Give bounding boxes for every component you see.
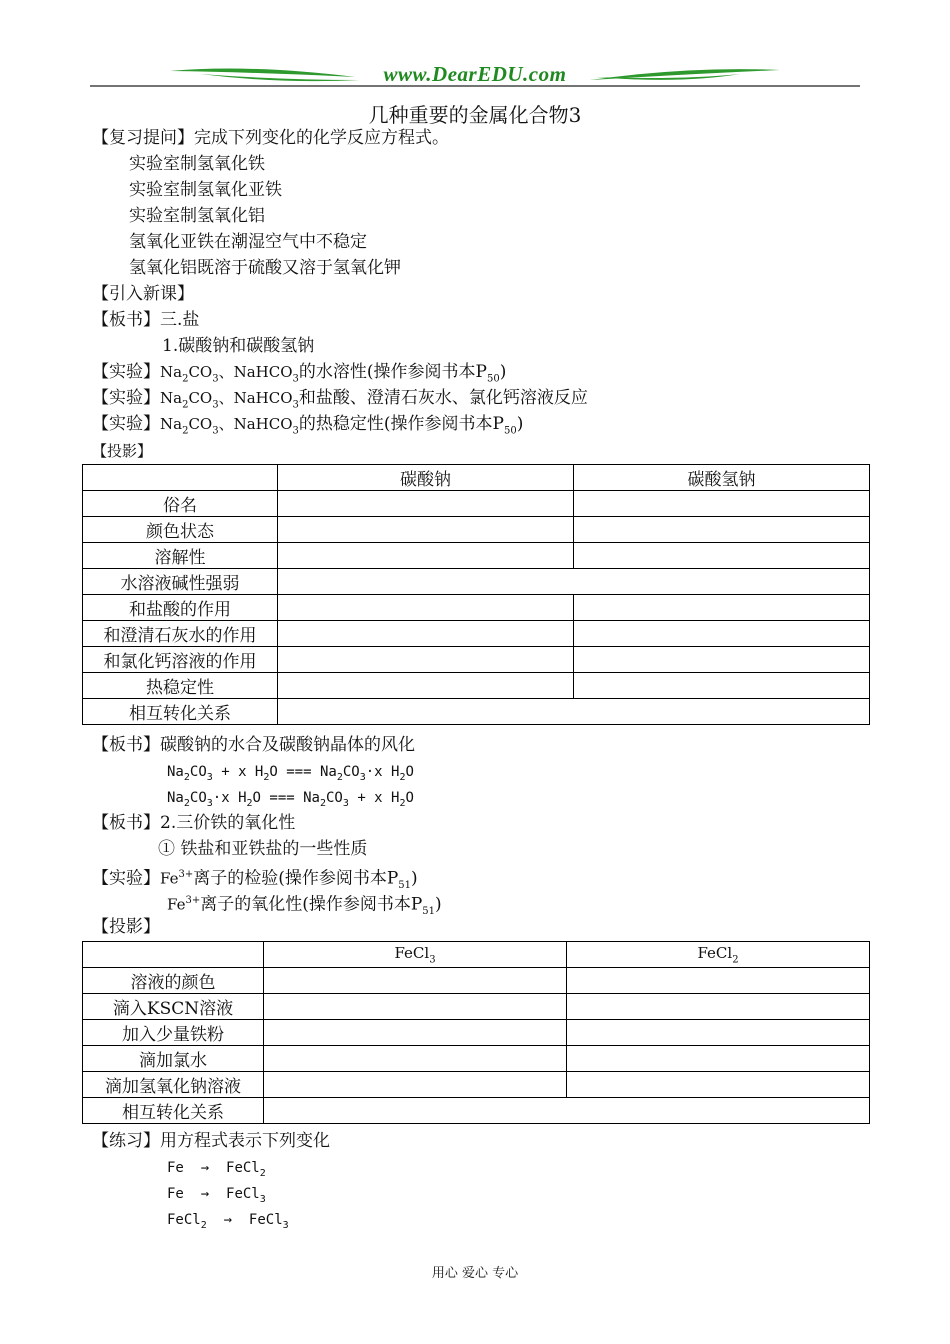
review-item-2: 实验室制氢氧化亚铁 (129, 180, 282, 200)
exercise-item-3 (167, 1209, 289, 1237)
table-cell-merged (278, 569, 870, 595)
eq-text: CO (342, 764, 360, 780)
board1-tag: 【板书】 (92, 310, 160, 330)
table-row (83, 1098, 870, 1124)
review-item-4: 氢氧化亚铁在潮湿空气中不稳定 (129, 232, 367, 252)
review-item-1: 实验室制氢氧化铁 (129, 154, 265, 174)
formula-text: Fe (167, 1186, 184, 1202)
eq-text: + x H (212, 764, 264, 780)
formula-text: FeCl (697, 944, 733, 963)
experiment-tag: 【实验】 (92, 868, 160, 889)
page-title: 几种重要的金属化合物3 (368, 103, 582, 127)
arrow-icon: → (200, 1186, 210, 1202)
eq-sub: 2 (263, 771, 270, 783)
formula-sub: 3 (212, 399, 219, 411)
table-row (83, 994, 870, 1020)
table-header-cell: 碳酸钠 (278, 465, 574, 491)
row-label: 溶解性 (83, 543, 278, 569)
board3-subheading: ① 铁盐和亚铁盐的一些性质 (158, 839, 368, 859)
table-cell (567, 1020, 870, 1046)
experiment-text: ) (499, 362, 507, 382)
review-item-3: 实验室制氢氧化铝 (129, 206, 265, 226)
formula-sub: 3 (429, 954, 436, 966)
table-cell-merged (278, 699, 870, 725)
eq-text: O === Na (252, 790, 320, 806)
experiment-line-1 (92, 361, 506, 390)
table-cell (567, 1072, 870, 1098)
table-cell (574, 673, 870, 699)
ion-text: Fe (167, 895, 186, 914)
site-logo-text: www.DearEDU.com (383, 62, 567, 86)
table-row (83, 1072, 870, 1098)
eq-sub: 3 (206, 797, 213, 809)
experiment-tag: 【实验】 (92, 414, 160, 434)
carbonate-comparison-table (82, 464, 870, 725)
experiment-text: ) (516, 414, 524, 434)
table-cell (278, 491, 574, 517)
formula-text: CO (188, 389, 213, 407)
table-row (83, 491, 870, 517)
review-text: 完成下列变化的化学反应方程式。 (194, 128, 449, 148)
table-cell (567, 968, 870, 994)
formula-sub: 3 (292, 425, 299, 437)
eq-text: ·x H (212, 790, 247, 806)
table-cell (278, 543, 574, 569)
review-item-5: 氢氧化铝既溶于硫酸又溶于氢氧化钾 (129, 258, 401, 278)
eq-sub: 2 (246, 797, 253, 809)
formula-text: Na (160, 389, 183, 407)
formula-sub: 2 (259, 1167, 266, 1179)
exercise-line (92, 1130, 330, 1152)
experiment-text: 和盐酸、澄清石灰水、氯化钙溶液反应 (298, 388, 588, 408)
experiment-tag: 【实验】 (92, 388, 160, 408)
table-cell (278, 517, 574, 543)
board1-line (92, 309, 199, 331)
table-header-cell (567, 942, 870, 968)
arrow-icon: → (223, 1212, 233, 1228)
board2-tag: 【板书】 (92, 735, 160, 755)
ion-charge: 3+ (178, 869, 194, 880)
formula-text: Na (160, 415, 183, 433)
eq-text: ·x H (365, 764, 400, 780)
row-label: 滴加氢氧化钠溶液 (83, 1072, 264, 1098)
table-cell (264, 968, 567, 994)
efflorescence-equation (167, 787, 414, 815)
iron-chloride-table (82, 941, 870, 1124)
formula-text: FeCl (226, 1160, 260, 1176)
projection-label-1: 【投影】 (92, 442, 153, 460)
board3-line (92, 812, 295, 834)
formula-text: CO (188, 415, 213, 433)
experiment-text: 离子的氧化性(操作参阅书本P (200, 894, 423, 915)
experiment-line-2 (92, 387, 588, 416)
experiment-text: ) (435, 894, 442, 915)
table-row (83, 699, 870, 725)
row-label: 热稳定性 (83, 673, 278, 699)
eq-text: CO (189, 790, 207, 806)
review-tag: 【复习提问】 (92, 128, 194, 148)
site-header (90, 60, 860, 92)
formula-sub: 3 (259, 1193, 266, 1205)
row-label: 加入少量铁粉 (83, 1020, 264, 1046)
arrow-icon: → (200, 1160, 210, 1176)
row-label: 相互转化关系 (83, 699, 278, 725)
table-header-cell (83, 942, 264, 968)
exercise-item-2 (167, 1183, 266, 1211)
formula-sub: 2 (182, 425, 189, 437)
table-cell (574, 647, 870, 673)
table-header-cell: 碳酸氢钠 (574, 465, 870, 491)
table-header-row (83, 942, 870, 968)
eq-sub: 3 (206, 771, 213, 783)
experiment-line-3 (92, 413, 523, 442)
page-ref-sub: 51 (398, 880, 412, 892)
table-cell (574, 517, 870, 543)
formula-sub: 2 (182, 399, 189, 411)
row-label: 滴入KSCN溶液 (83, 994, 264, 1020)
formula-text: FeCl (226, 1186, 260, 1202)
experiment-tag: 【实验】 (92, 362, 160, 382)
formula-text: 、NaHCO (218, 389, 293, 407)
experiment-line-5 (167, 890, 442, 923)
eq-text: CO (326, 790, 343, 806)
table-row (83, 621, 870, 647)
page-ref-sub: 51 (422, 906, 436, 918)
ion-text: Fe (160, 869, 179, 888)
table-row (83, 968, 870, 994)
board1-subheading: 1.碳酸钠和碳酸氢钠 (162, 336, 315, 356)
formula-sub: 3 (292, 373, 299, 385)
eq-text: Na (167, 764, 184, 780)
table-cell (574, 543, 870, 569)
eq-sub: 3 (342, 797, 349, 809)
table-cell (574, 621, 870, 647)
eq-text: O (405, 790, 414, 806)
experiment-text: ) (411, 868, 418, 889)
experiment-text: 的热稳定性(操作参阅书本P (298, 414, 504, 434)
table-cell (574, 491, 870, 517)
table-row (83, 1020, 870, 1046)
eq-sub: 2 (399, 797, 406, 809)
table-row (83, 517, 870, 543)
table-row (83, 569, 870, 595)
table-row (83, 543, 870, 569)
review-line (92, 127, 449, 149)
board2-text: 碳酸钠的水合及碳酸钠晶体的风化 (160, 735, 415, 755)
page-ref-sub: 50 (487, 373, 500, 385)
table-cell (567, 1046, 870, 1072)
table-header-cell (264, 942, 567, 968)
row-label: 滴加氯水 (83, 1046, 264, 1072)
board1-text: 三.盐 (160, 310, 200, 330)
eq-sub: 2 (336, 771, 343, 783)
formula-sub: 3 (292, 399, 299, 411)
board3-text: 2.三价铁的氧化性 (160, 813, 296, 833)
table-row (83, 1046, 870, 1072)
board3-tag: 【板书】 (92, 813, 160, 833)
eq-sub: 2 (319, 797, 326, 809)
row-label: 和氯化钙溶液的作用 (83, 647, 278, 673)
exercise-item-1 (167, 1157, 266, 1185)
table-header-row (83, 465, 870, 491)
formula-sub: 2 (182, 373, 189, 385)
projection-label-2: 【投影】 (92, 917, 160, 937)
eq-text: + x H (348, 790, 400, 806)
page-footer: 用心 爱心 专心 (431, 1266, 519, 1281)
formula-text: Fe (167, 1160, 184, 1176)
table-cell (264, 994, 567, 1020)
row-label: 水溶液碱性强弱 (83, 569, 278, 595)
exercise-text: 用方程式表示下列变化 (160, 1131, 330, 1151)
table-cell (278, 621, 574, 647)
row-label: 和澄清石灰水的作用 (83, 621, 278, 647)
row-label: 溶液的颜色 (83, 968, 264, 994)
row-label: 和盐酸的作用 (83, 595, 278, 621)
table-cell (567, 994, 870, 1020)
row-label: 俗名 (83, 491, 278, 517)
ion-charge: 3+ (185, 895, 201, 906)
row-label: 颜色状态 (83, 517, 278, 543)
eq-sub: 2 (183, 771, 190, 783)
table-cell (278, 595, 574, 621)
eq-text: CO (189, 764, 207, 780)
formula-text: FeCl (394, 944, 430, 963)
table-row (83, 595, 870, 621)
formula-sub: 3 (212, 425, 219, 437)
formula-sub: 3 (212, 373, 219, 385)
eq-text: Na (167, 790, 184, 806)
eq-sub: 2 (399, 771, 406, 783)
table-cell (574, 595, 870, 621)
formula-text: 、NaHCO (218, 363, 293, 381)
intro-line: 【引入新课】 (92, 284, 194, 304)
eq-text: O (405, 764, 414, 780)
table-header-cell (83, 465, 278, 491)
table-cell (264, 1020, 567, 1046)
table-row (83, 647, 870, 673)
formula-text: CO (188, 363, 213, 381)
page-ref-sub: 50 (504, 425, 517, 437)
table-row (83, 673, 870, 699)
table-cell (278, 647, 574, 673)
formula-text: FeCl (167, 1212, 201, 1228)
experiment-text: 离子的检验(操作参阅书本P (193, 868, 399, 889)
table-cell (264, 1046, 567, 1072)
formula-sub: 3 (282, 1219, 289, 1231)
experiment-text: 的水溶性(操作参阅书本P (298, 362, 487, 382)
formula-text: Na (160, 363, 183, 381)
eq-text: O === Na (269, 764, 337, 780)
table-cell (278, 673, 574, 699)
board2-line (92, 734, 415, 756)
table-cell (264, 1072, 567, 1098)
formula-text: FeCl (248, 1212, 283, 1228)
eq-sub: 2 (183, 797, 190, 809)
hydration-equation (167, 761, 414, 789)
table-cell-merged (264, 1098, 870, 1124)
eq-sub: 3 (359, 771, 366, 783)
formula-text: 、NaHCO (218, 415, 293, 433)
row-label: 相互转化关系 (83, 1098, 264, 1124)
exercise-tag: 【练习】 (92, 1131, 160, 1151)
formula-sub: 2 (200, 1219, 207, 1231)
formula-sub: 2 (732, 954, 739, 966)
